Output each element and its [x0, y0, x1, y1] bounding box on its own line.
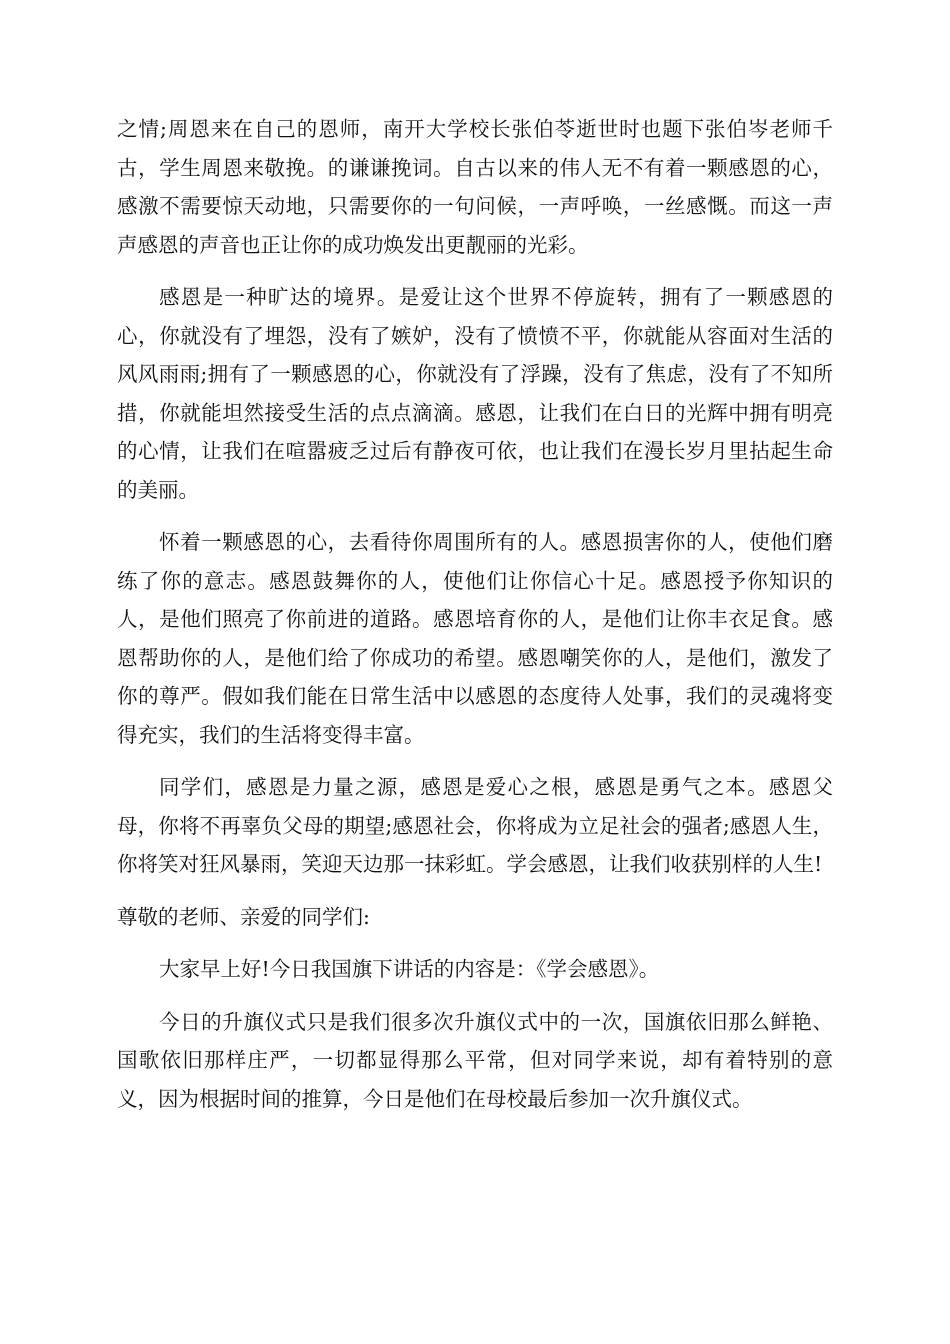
paragraph-continuation: 之情;周恩来在自己的恩师，南开大学校长张伯苓逝世时也题下张伯岑老师千古，学生周恩来敬挽。的谦谦挽词。自古以来的伟人无不有着一颗感恩的心，感激不需要惊天动地，只需要你的一句问候，一声呼唤，一丝感慨。而这一声声感恩的声音也正让你的成功焕发出更靓丽的光彩。 [117, 117, 833, 257]
paragraph-flag-ceremony: 今日的升旗仪式只是我们很多次升旗仪式中的一次，国旗依旧那么鲜艳、国歌依旧那样庄严，一切都显得那么平常，但对同学来说，却有着特别的意义，因为根据时间的推算，今日是他们在母校最后参加一次升旗仪式。 [117, 1009, 833, 1111]
paragraph-good-morning: 大家早上好!今日我国旗下讲话的内容是：《学会感恩》。 [159, 957, 660, 981]
paragraph-gratitude-realm: 感恩是一种旷达的境界。是爱让这个世界不停旋转，拥有了一颗感恩的心，你就没有了埋怨，没有了嫉妒，没有了愤愤不平，你就能从容面对生活的风风雨雨;拥有了一颗感恩的心，你就没有了浮躁，没有了焦虑，没有了不知所措，你就能坦然接受生活的点点滴滴。感恩，让我们在白日的光辉中拥有明亮的心情，让我们在喧嚣疲乏过后有静夜可依，也让我们在漫长岁月里拈起生命的美丽。 [117, 285, 833, 502]
document-body [117, 110, 833, 1132]
paragraph-classmates: 同学们，感恩是力量之源，感恩是爱心之根，感恩是勇气之本。感恩父母，你将不再辜负父母的期望;感恩社会，你将成为立足社会的强者;感恩人生，你将笑对狂风暴雨，笑迎天边那一抹彩虹。学会感恩，让我们收获别样的人生! [117, 775, 833, 876]
paragraph-greeting: 尊敬的老师、亲爱的同学们: [117, 904, 370, 929]
paragraph-grateful-heart: 怀着一颗感恩的心，去看待你周围所有的人。感恩损害你的人，使他们磨练了你的意志。感恩鼓舞你的人，使他们让你信心十足。感恩授予你知识的人，是他们照亮了你前进的道路。感恩培育你的人，是他们让你丰衣足食。感恩帮助你的人，是他们给了你成功的希望。感恩嘲笑你的人，是他们，激发了你的尊严。假如我们能在日常生活中以感恩的态度待人处事，我们的灵魂将变得充实，我们的生活将变得丰富。 [117, 530, 833, 747]
